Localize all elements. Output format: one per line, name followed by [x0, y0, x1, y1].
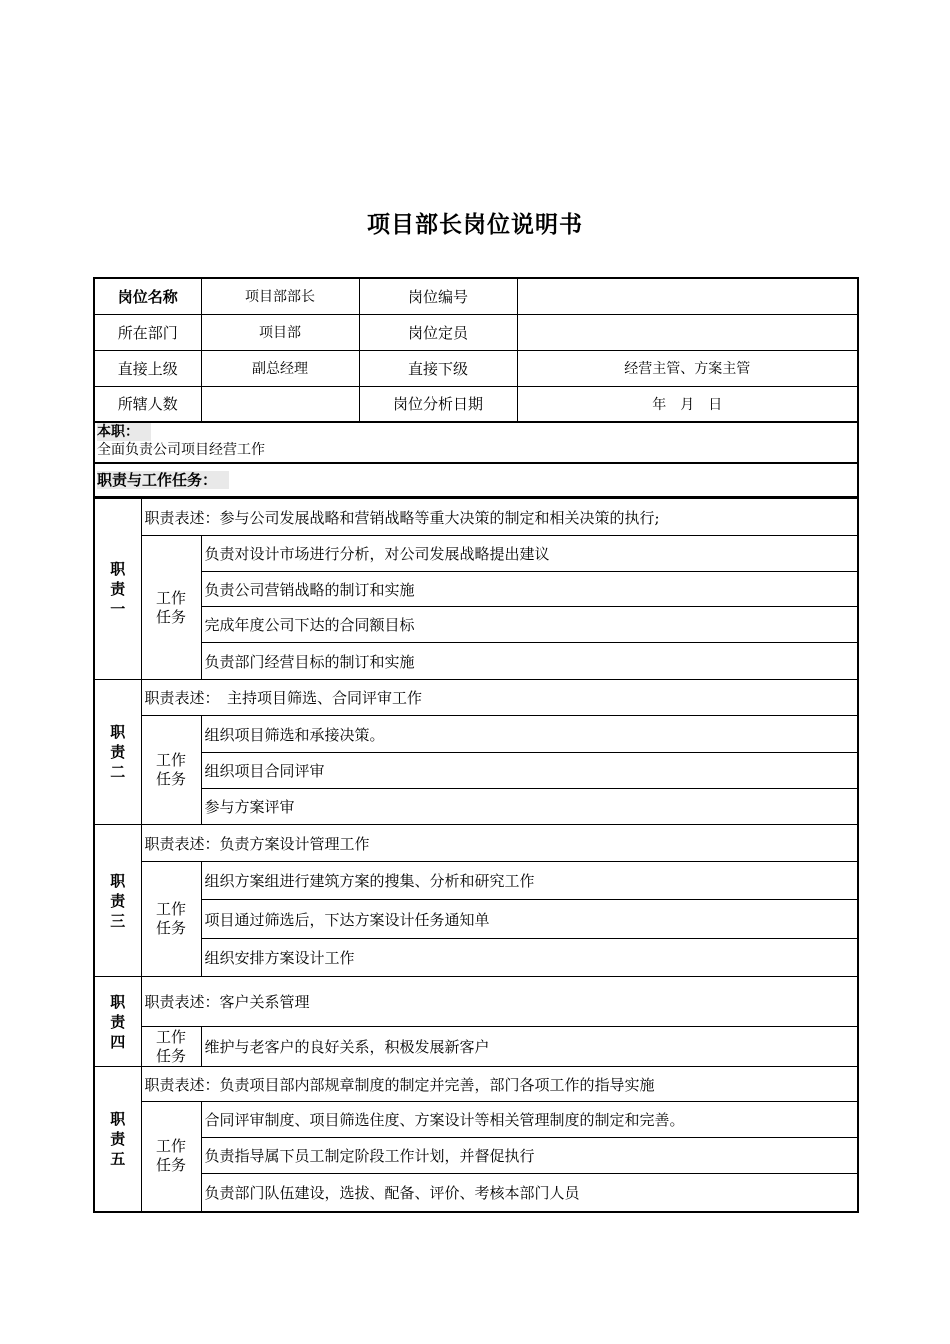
info-row: [94, 350, 858, 386]
info-table: [93, 277, 859, 498]
task-item: 负责部门经营目标的制订和实施: [201, 643, 858, 680]
task-item: 负责指导属下员工制定阶段工作计划，并督促执行: [201, 1138, 858, 1174]
task-label: 工作 任务: [141, 536, 201, 680]
position-name-label: 岗位名称: [94, 278, 201, 314]
task-item: 合同评审制度、项目筛选住度、方案设计等相关管理制度的制定和完善。: [201, 1102, 858, 1138]
task-row: [94, 607, 858, 643]
task-item: 组织项目合同评审: [201, 753, 858, 789]
tasks-header: 职责与工作任务：: [97, 471, 229, 489]
task-row: [94, 862, 858, 900]
duty-section: [94, 422, 858, 463]
department-value: 项目部: [201, 314, 359, 350]
info-row: [94, 278, 858, 314]
job-description-sheet: [93, 277, 857, 1213]
department-label: 所在部门: [94, 314, 201, 350]
task-row: [94, 1102, 858, 1138]
duty-description: 职责表述： 主持项目筛选、合同评审工作: [141, 680, 858, 716]
task-item: 维护与老客户的良好关系，积极发展新客户: [201, 1027, 858, 1067]
task-item: 完成年度公司下达的合同额目标: [201, 607, 858, 643]
duty-description: 职责表述：负责项目部内部规章制度的制定并完善，部门各项工作的指导实施: [141, 1067, 858, 1102]
duty-label: 职 责 四: [94, 977, 141, 1067]
task-row: [94, 900, 858, 939]
subordinate-label: 直接下级: [359, 350, 517, 386]
duty-text: 全面负责公司项目经营工作: [97, 442, 265, 458]
duty-desc-row: [94, 680, 858, 716]
task-item: 负责对设计市场进行分析，对公司发展战略提出建议: [201, 536, 858, 572]
task-row: [94, 716, 858, 753]
duty-header: 本职：: [97, 423, 151, 441]
task-row: [94, 1138, 858, 1174]
task-label: 工作 任务: [141, 716, 201, 825]
duty-label: 职 责 二: [94, 680, 141, 825]
tasks-header-row: [94, 463, 858, 497]
duty-desc-row: [94, 1067, 858, 1102]
task-row: [94, 939, 858, 977]
headcount-label: 岗位定员: [359, 314, 517, 350]
task-item: 项目通过筛选后，下达方案设计任务通知单: [201, 900, 858, 939]
task-item: 参与方案评审: [201, 789, 858, 825]
analysis-date-label: 岗位分析日期: [359, 386, 517, 422]
position-code-label: 岗位编号: [359, 278, 517, 314]
task-item: 组织安排方案设计工作: [201, 939, 858, 977]
staff-count-label: 所辖人数: [94, 386, 201, 422]
duty-label: 职 责 三: [94, 825, 141, 977]
tasks-header-cell: [94, 463, 858, 497]
staff-count-value: [201, 386, 359, 422]
position-name-value: 项目部部长: [201, 278, 359, 314]
duties-body: [94, 499, 858, 1212]
task-label: 工作 任务: [141, 1102, 201, 1212]
duty-label: 职 责 一: [94, 499, 141, 680]
duty-description: 职责表述：客户关系管理: [141, 977, 858, 1027]
task-row: [94, 753, 858, 789]
duty-desc-row: [94, 977, 858, 1027]
duty-desc-row: [94, 499, 858, 536]
task-label: 工作 任务: [141, 862, 201, 977]
task-row: [94, 1174, 858, 1212]
analysis-date-value: 年 月 日: [517, 386, 858, 422]
superior-label: 直接上级: [94, 350, 201, 386]
task-label: 工作 任务: [141, 1027, 201, 1067]
duties-table: [93, 498, 859, 1213]
task-row: [94, 536, 858, 572]
page-title: 项目部长岗位说明书: [367, 212, 583, 238]
info-row: [94, 386, 858, 422]
subordinate-value: 经营主管、方案主管: [517, 350, 858, 386]
superior-value: 副总经理: [201, 350, 359, 386]
duty-row: [94, 422, 858, 463]
task-row: [94, 789, 858, 825]
task-row: [94, 643, 858, 680]
task-item: 负责公司营销战略的制订和实施: [201, 572, 858, 607]
headcount-value: [517, 314, 858, 350]
duty-desc-row: [94, 825, 858, 862]
duty-description: 职责表述：负责方案设计管理工作: [141, 825, 858, 862]
task-row: [94, 572, 858, 607]
task-row: [94, 1027, 858, 1067]
position-code-value: [517, 278, 858, 314]
task-item: 组织项目筛选和承接决策。: [201, 716, 858, 753]
info-row: [94, 314, 858, 350]
duty-description: 职责表述：参与公司发展战略和营销战略等重大决策的制定和相关决策的执行;: [141, 499, 858, 536]
duty-label: 职 责 五: [94, 1067, 141, 1212]
task-item: 组织方案组进行建筑方案的搜集、分析和研究工作: [201, 862, 858, 900]
task-item: 负责部门队伍建设，选拔、配备、评价、考核本部门人员: [201, 1174, 858, 1212]
